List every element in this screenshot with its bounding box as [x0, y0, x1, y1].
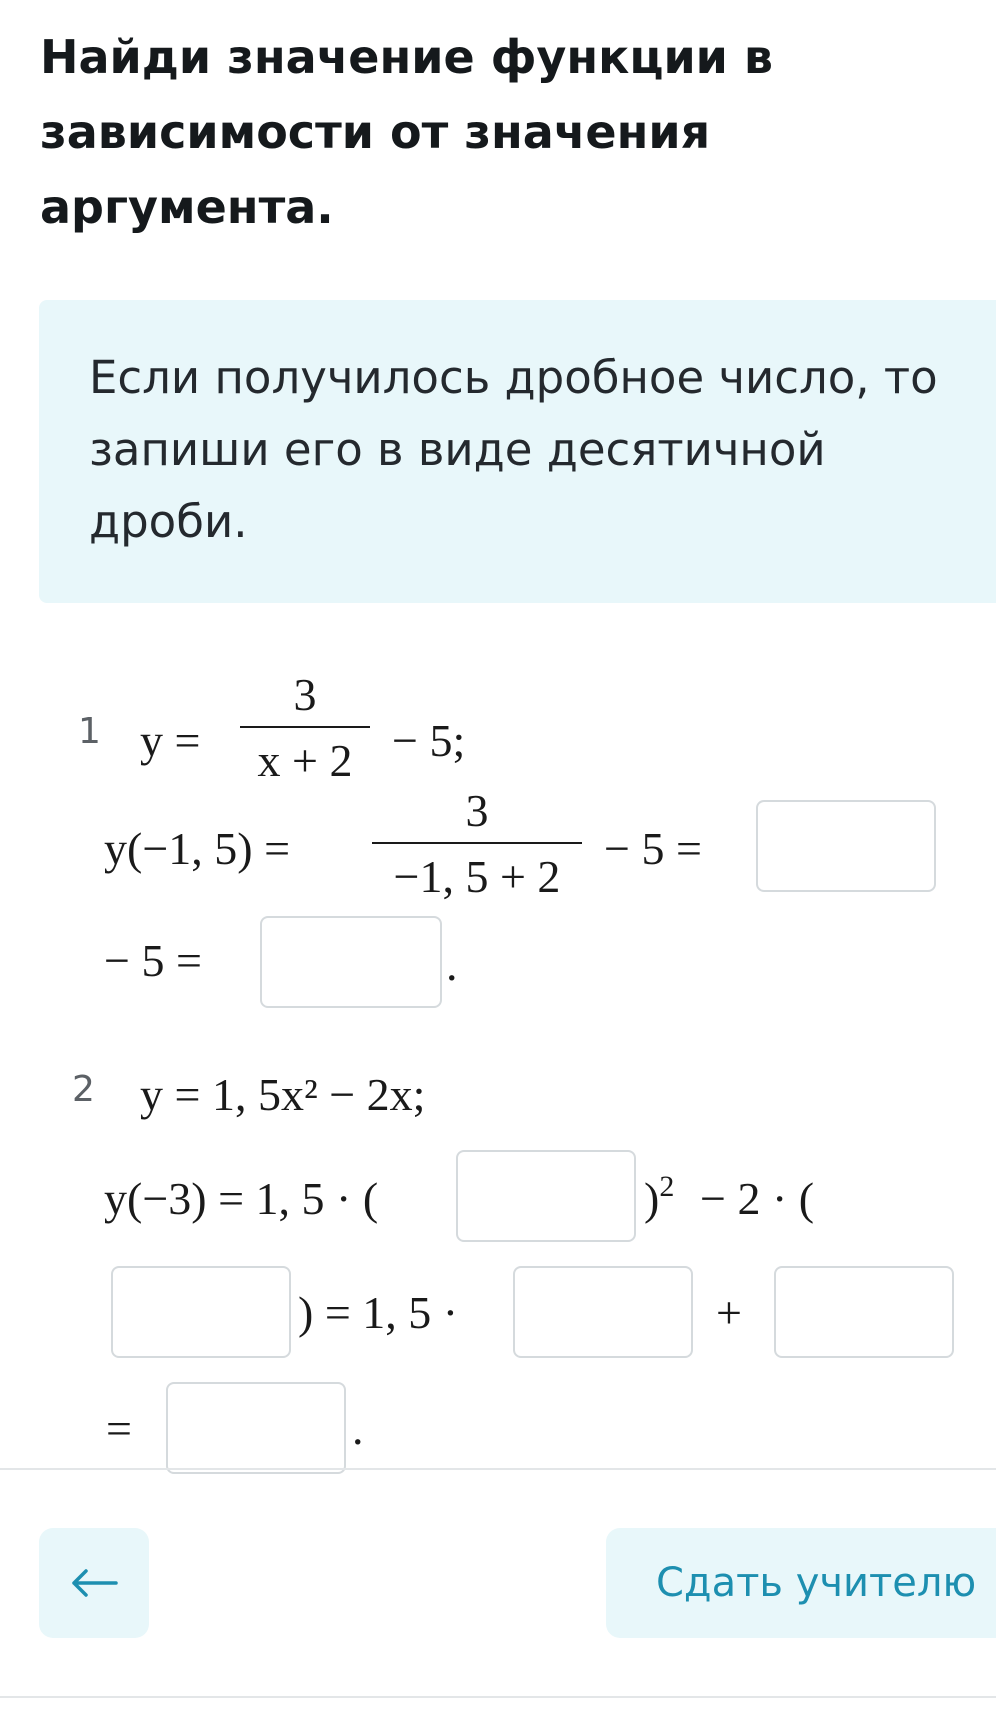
task1-eval-fraction	[372, 785, 582, 902]
task1-answer-input-1[interactable]	[756, 800, 936, 892]
task1-answer-input-2[interactable]	[260, 916, 442, 1008]
fraction-bar	[240, 726, 370, 728]
task1-eval-tail: − 5 =	[604, 823, 702, 874]
task2-line2-tail: − 2 · (	[700, 1173, 815, 1224]
task2-line2-after	[644, 1170, 675, 1224]
task2-func: y = 1, 5x² − 2x;	[140, 1069, 426, 1120]
submit-to-teacher-button[interactable]: Сдать учителю	[606, 1528, 996, 1638]
task-number-2: 2	[72, 1069, 95, 1110]
task1-func-fraction	[240, 669, 370, 786]
task1-func-numerator: 3	[293, 669, 317, 720]
task-number-1: 1	[78, 711, 101, 752]
task2-line3-close: ) = 1, 5 ·	[298, 1287, 459, 1338]
task2-exponent: 2	[659, 1170, 675, 1203]
task2-close-paren: )	[644, 1173, 660, 1224]
task2-line4-end: .	[352, 1403, 364, 1454]
task2-line2-prefix: y(−3) = 1, 5 · (	[104, 1173, 379, 1224]
task2-input-result[interactable]	[166, 1382, 346, 1474]
task1-func-lhs: y =	[140, 715, 201, 766]
hint-box: Если получилось дробное число, то запиши его в виде десятичной дроби.	[39, 300, 996, 603]
task1-eval-denominator: −1, 5 + 2	[393, 851, 561, 902]
footer-divider	[0, 1468, 996, 1470]
task1-eval-lhs: y(−1, 5) =	[104, 823, 291, 874]
task-title: Найди значение функции в зависимости от значения аргумента.	[40, 30, 774, 234]
task2-input-base[interactable]	[456, 1150, 636, 1242]
task2-input-x[interactable]	[111, 1266, 291, 1358]
task2-plus: +	[716, 1287, 742, 1338]
task1-func-tail: − 5;	[392, 715, 466, 766]
fraction-bar	[372, 842, 582, 844]
task2-input-square[interactable]	[513, 1266, 693, 1358]
task1-func-denominator: x + 2	[257, 735, 353, 786]
task1-line3-prefix: − 5 =	[104, 935, 202, 986]
task2-line4-eq: =	[106, 1403, 132, 1454]
arrow-left-icon	[70, 1568, 118, 1598]
task1-line3-end: .	[446, 939, 458, 990]
task2-input-linear[interactable]	[774, 1266, 954, 1358]
task1-eval-numerator: 3	[465, 785, 489, 836]
back-button[interactable]	[39, 1528, 149, 1638]
bottom-divider	[0, 1696, 996, 1698]
